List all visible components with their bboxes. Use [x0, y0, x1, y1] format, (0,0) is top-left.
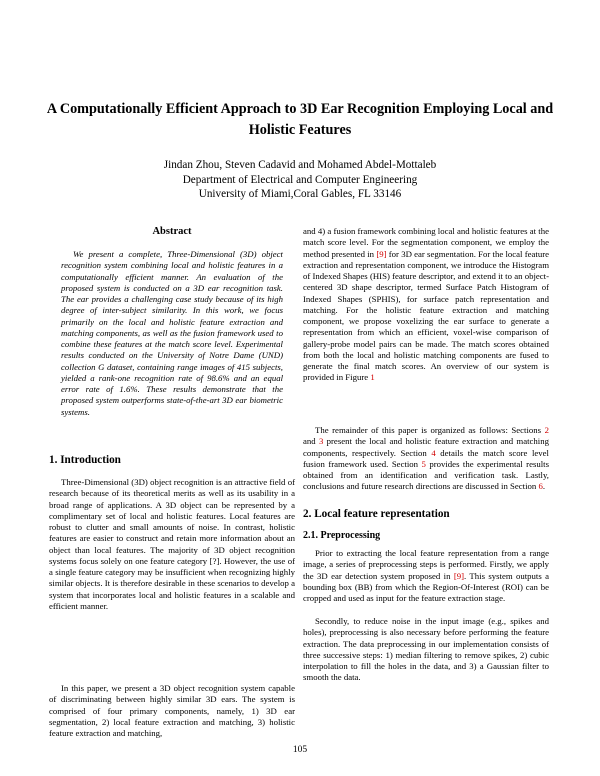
organization-text: present the local and holistic feature extraction and matching components, respectively. Section	[303, 436, 549, 458]
organization-text: and	[303, 436, 319, 447]
organization-text: details the match score level fusion framework used. Section	[303, 447, 549, 469]
preprocessing-text: Prior to extracting the local feature representation from a range image, a series of preprocessing steps is performed. Firstly, we apply the 3D ear detection system proposed in	[303, 548, 549, 581]
organization-text: provides the experimental results obtained from an identification and verification task. Lastly, conclusions and future research directions are discussed in Section	[303, 458, 550, 492]
page-number: 105	[292, 745, 308, 755]
preprocessing-text: . This system outputs a bounding box (BB) from which the Region-Of-Interest (ROI) can be cropped and used as input for the feature extraction stage.	[303, 570, 549, 603]
overview-text-a: and 4) a fusion framework combining local and holistic features at the match score level. For the segmentation component, we employ the method presented in	[303, 226, 549, 259]
subsection-2-1-heading: 2.1. Preprocessing	[303, 530, 381, 541]
abstract-heading: Abstract	[152, 226, 192, 237]
citation-link[interactable]: [9]	[376, 248, 387, 259]
section-link[interactable]: 3	[318, 436, 324, 447]
abstract-text: We present a complete, Three-Dimensional (3D) object recognition system combining local and holistic features in a computationally efficient manner. An evaluation of the proposed system is conducted on a 3D ear recognition task. The ear provides a challenging case study because of its high degree of inter-subject similarity. In this work, we focus primarily on the local and holistic feature extraction and matching components, as well as the fusion framework used to combine these features at the match score level. Experimental results conducted on the University of Notre Dame (UND) collection G dataset, containing range images of 415 subjects, yielded a rank-one recognition rate of 98.6% and an equal error rate of 1.6%. These results demonstrate that the proposed system outperforms state-of-the-art 3D ear biometric systems.	[61, 249, 283, 417]
organization-paragraph	[303, 425, 549, 493]
section-link[interactable]: 5	[421, 458, 426, 469]
section-link[interactable]: 2	[544, 425, 549, 435]
organization-text: .	[542, 481, 546, 492]
author-department: Department of Electrical and Computer Engineering	[182, 173, 418, 186]
section-link[interactable]: 4	[431, 447, 436, 458]
paper-title: A Computationally Efficient Approach to 3D Ear Recognition Employing Local and Holistic Features	[46, 101, 554, 138]
system-overview-paragraph	[303, 226, 549, 384]
overview-text-b: for 3D ear segmentation. For the local feature extraction and representation component, we introduce the Histogram of Indexed Shapes (HIS) feature descriptor, and extend it to an object-centered 3D shape descriptor, termed Surface Patch Histogram of Indexed Shapes (SPHIS), for surface patch representation and matching. For the holistic feature extraction and matching component, we propose voxelizing the ear surface to generate a representation from which an efficient, voxel-wise comparison of gallery-probe model pairs can be made. The match scores obtained from both the local and holistic matching components are fused to generate the final match scores. An overview of our system is provided in Figure	[303, 248, 550, 383]
section-2-heading: 2. Local feature representation	[303, 508, 450, 520]
introduction-heading: 1. Introduction	[49, 454, 121, 466]
author-block	[60, 158, 540, 202]
section-link[interactable]: 6	[538, 481, 543, 492]
organization-text: The remainder of this paper is organized as follows: Sections	[315, 425, 545, 435]
citation-link[interactable]: [9]	[453, 570, 465, 581]
preprocessing-paragraph-2: Secondly, to reduce noise in the input image (e.g., spikes and holes), preprocessing is also necessary before performing the feature extraction. The data preprocessing in our implementation consists of three successive steps: 1) median filtering to remove spikes, 2) cubic interpolation to fill the holes in the data, and 3) a Gaussian filter to smooth the data.	[303, 616, 549, 683]
figure-link[interactable]: 1	[370, 372, 375, 383]
introduction-paragraph-2: In this paper, we present a 3D object recognition system capable of discriminating between highly similar 3D ears. The system is comprised of four primary components, namely, 1) 3D ear segmentation, 2) local feature extraction and matching, 3) holistic feature extraction and matching,	[49, 683, 295, 738]
preprocessing-paragraph-1	[303, 548, 549, 604]
introduction-paragraph-1: Three-Dimensional (3D) object recognition is an attractive field of research because of its theoretical merits as well as its usability in a broad range of applications. A 3D object can be represented by a complimentary set of local and holistic features. Local features are robust to clutter and small amounts of noise. In contrast, holistic features are easier to construct and retain more information about an object than local features. The majority of 3D object recognition systems focus solely on one feature category [?]. However, the use of a single feature category may be insufficient when recognizing highly similar objects. It is therefore desirable in these scenarios to develop a system that incorporates local and holistic features in a scalable and efficient manner.	[49, 477, 295, 611]
author-names: Jindan Zhou, Steven Cadavid and Mohamed Abdel-Mottaleb	[163, 159, 437, 171]
author-university: University of Miami,Coral Gables, FL 33146	[198, 188, 402, 201]
